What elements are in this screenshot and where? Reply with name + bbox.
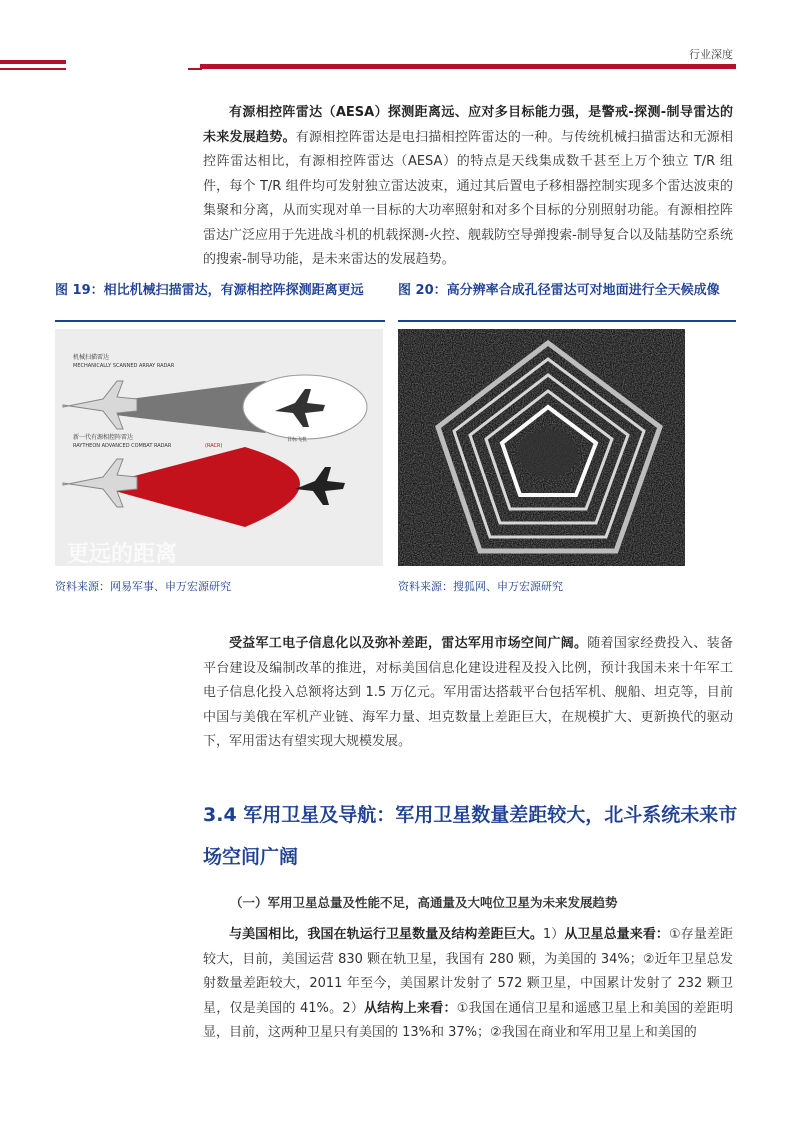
paragraph-satellites-lead: 与美国相比，我国在轨运行卫星数量及结构差距巨大。 [229, 927, 543, 942]
section-heading-3-4: 3.4 军用卫星及导航：军用卫星数量差距较大，北斗系统未来市场空间广阔 [203, 804, 738, 868]
paragraph-satellites-bold2: 从卫星总量来看： [564, 927, 669, 942]
aesa-label-cn: 新一代有源相控阵雷达 [73, 434, 134, 441]
figure-19-image [55, 329, 383, 566]
paragraph-aesa [203, 101, 733, 273]
paragraph-satellites-bold3: 从结构上来看： [364, 1000, 457, 1016]
figure-20-caption: 图 20：高分辨率合成孔径雷达可对地面进行全天候成像 [398, 283, 720, 298]
target-label: 目标飞机 [287, 437, 308, 443]
paragraph-aesa-lead: 有源相控阵雷达（AESA）探测距离远、应对多目标能力强，是警戒-探测-制导雷达的未来发展趋势。 [203, 105, 733, 145]
distance-overlay: 更远的距离 [67, 542, 178, 566]
subsection-heading: （一）军用卫星总量及性能不足，高通量及大吨位卫星为未来发展趋势 [230, 895, 618, 910]
paragraph-satellites-t2: ①存量差距较大，目前，美国运营 830 颗在轨卫星，我国有 280 颗，为美国的 34%；②近年卫星总发射数量差距较大，2011 年至今，美国累计发射了 572 颗卫星，中国累计发射了 232 颗卫星，仅是美国的 41%。2） [203, 927, 733, 1016]
paragraph-radar-market-body: 随着国家经费投入、装备平台建设及编制改革的推进，对标美国信息化建设进程及投入比例，预计我国未来十年军工电子信息化投入总额将达到 1.5 万亿元。军用雷达搭载平台包括军机、舰船、坦克等，目前中国与美俄在军机产业链、海军力量、坦克数量上差距巨大，在规模扩大、更新换代的驱动下，军用雷达有望实现大规模发展。 [203, 636, 733, 749]
figure-19-caption: 图 19：相比机械扫描雷达，有源相控阵探测距离更远 [55, 283, 364, 298]
paragraph-aesa-body: 有源相控阵雷达是电扫描相控阵雷达的一种。与传统机械扫描雷达和无源相控阵雷达相比，有源相控阵雷达（AESA）的特点是天线集成数千甚至上万个独立 T/R 组件，每个 T/R 组件均可发射独立雷达波束，通过其后置电子移相器控制实现多个雷达波束的集聚和分离，从而实现对单一目标的大功率照射和对多个目标的分别照射功能。有源相控阵雷达广泛应用于先进战斗机的机载探测-火控、舰载防空导弹搜索-制导复合以及陆基防空系统的搜索-制导功能，是未来雷达的发展趋势。 [203, 129, 733, 267]
figure-20-rule [398, 320, 736, 322]
paragraph-radar-market-lead: 受益军工电子信息化以及弥补差距，雷达军用市场空间广阔。 [229, 636, 588, 651]
figure-20-sar-image [398, 329, 685, 566]
figure-19-source: 资料来源：网易军事、申万宏源研究 [55, 580, 231, 593]
header-label: 行业深度 [689, 48, 733, 61]
figure-20-source: 资料来源：搜狐网、申万宏源研究 [398, 580, 563, 593]
racr-label: (RACR) [205, 443, 223, 449]
paragraph-radar-market [203, 632, 733, 755]
paragraph-satellites-t1: 1） [542, 927, 565, 942]
figure-19-rule [55, 320, 385, 322]
paragraph-satellites-t3: ①我国在通信卫星和遥感卫星上和美国的差距明显，目前，这两种卫星只有美国的 13%和 37%；②我国在商业和军用卫星上和美国的 [203, 1000, 733, 1040]
mechanical-label-cn: 机械扫描雷达 [73, 354, 110, 361]
aesa-label-en: RAYTHEON ADVANCED COMBAT RADAR [73, 443, 172, 449]
paragraph-satellites [203, 923, 733, 1046]
mechanical-label-en: MECHANICALLY SCANNED ARRAY RADAR [73, 363, 175, 369]
